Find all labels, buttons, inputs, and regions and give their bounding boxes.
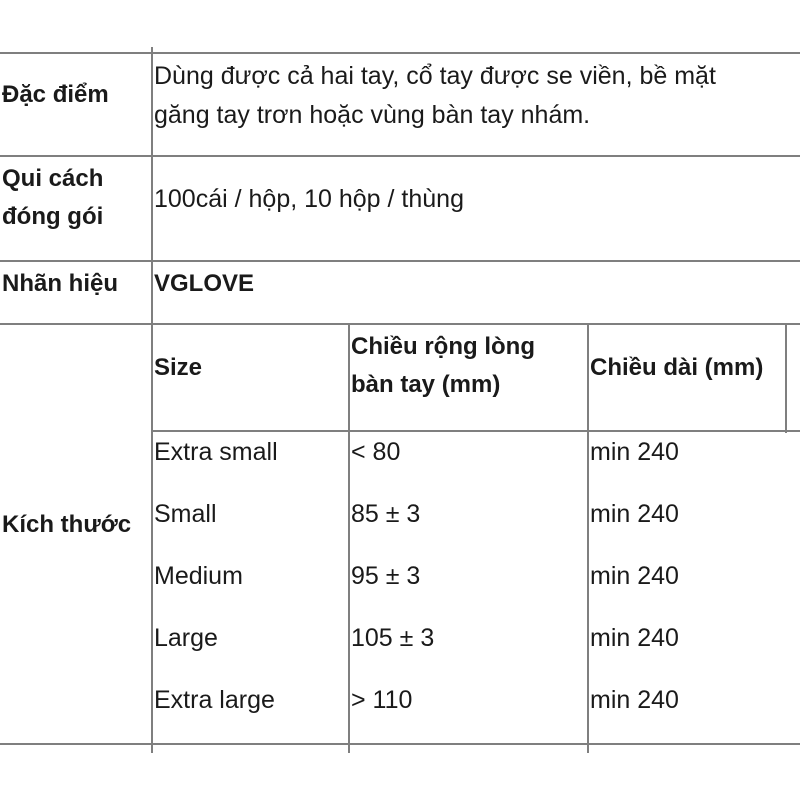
width-cell: < 80 (351, 438, 401, 466)
length-cell: min 240 (590, 686, 679, 714)
row-divider (0, 52, 800, 54)
size-cell: Large (154, 624, 218, 652)
size-header: Size (154, 354, 203, 381)
row-divider (0, 323, 800, 325)
length-cell: min 240 (590, 500, 679, 528)
row-label-nhan-hieu: Nhãn hiệu (2, 270, 119, 297)
row-value-nhan-hieu: VGLOVE (154, 270, 255, 297)
row-label-qui-cach-line1: Qui cách (2, 165, 104, 192)
row-value-qui-cach: 100cái / hộp, 10 hộp / thùng (154, 185, 464, 213)
row-value-dac-diem-line2: găng tay trơn hoặc vùng bàn tay nhám. (154, 101, 591, 129)
length-cell: min 240 (590, 562, 679, 590)
width-header-line1: Chiều rộng lòng (351, 333, 535, 360)
row-value-dac-diem-line1: Dùng được cả hai tay, cổ tay được se viền, bề mặt (154, 62, 716, 90)
inner-column-divider (348, 323, 350, 753)
size-cell: Extra small (154, 438, 278, 466)
column-divider (151, 47, 153, 753)
inner-column-divider (587, 323, 589, 753)
size-cell: Small (154, 500, 217, 528)
width-cell: > 110 (351, 686, 413, 714)
length-cell: min 240 (590, 438, 679, 466)
row-label-kich-thuoc: Kích thước (2, 511, 132, 538)
inner-header-divider (152, 430, 800, 432)
row-divider (0, 260, 800, 262)
inner-column-divider (785, 323, 787, 433)
row-label-qui-cach-line2: đóng gói (2, 203, 104, 230)
row-label-dac-diem: Đặc điểm (2, 81, 109, 108)
width-cell: 85 ± 3 (351, 500, 421, 528)
length-cell: min 240 (590, 624, 679, 652)
length-header: Chiều dài (mm) (590, 354, 764, 381)
width-cell: 95 ± 3 (351, 562, 421, 590)
width-cell: 105 ± 3 (351, 624, 435, 652)
row-divider (0, 743, 800, 745)
width-header-line2: bàn tay (mm) (351, 371, 501, 398)
size-cell: Extra large (154, 686, 275, 714)
size-cell: Medium (154, 562, 243, 590)
row-divider (0, 155, 800, 157)
